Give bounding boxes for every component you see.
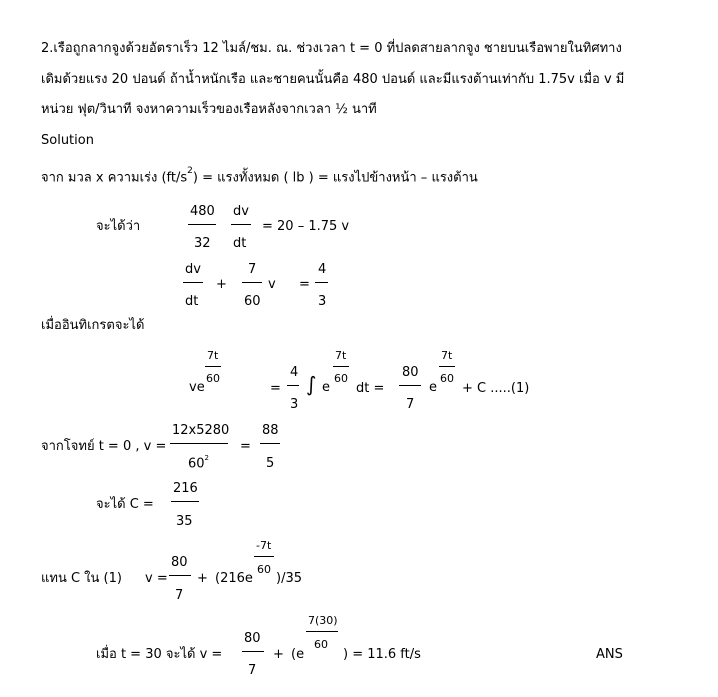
- newton-exp: 2: [187, 166, 193, 176]
- integrate-label: เมื่ออินทิเกรตจะได้: [41, 318, 145, 333]
- eq2-f1-bar: [183, 282, 203, 283]
- newton-law: [41, 166, 478, 186]
- sub-exp-den: 60: [257, 563, 271, 576]
- eq3-exp1-den: 60: [206, 372, 220, 385]
- ic-res-num: 88: [262, 423, 279, 438]
- ic-den: [188, 454, 210, 472]
- sub-exp-bar: [254, 556, 274, 557]
- ans-label: ANS: [596, 647, 623, 662]
- eq3-exp2-den: 60: [334, 372, 348, 385]
- eq1-f1-bar: [188, 224, 216, 225]
- eq2-plus: +: [216, 277, 227, 292]
- sub-plus: +: [197, 571, 208, 586]
- final-exp-num: 7(30): [308, 614, 338, 627]
- eq2-v: v: [268, 277, 276, 292]
- eq3-e: e: [322, 380, 330, 395]
- eq3-dt-eq: dt =: [356, 381, 385, 396]
- eq2-f3-bar: [315, 282, 328, 283]
- sub-f-num: 80: [171, 555, 188, 570]
- eq2-f3-den: 3: [318, 294, 327, 309]
- sub-veq: v =: [145, 571, 168, 586]
- eq1-f2-den: dt: [233, 236, 247, 251]
- eq3-e2: e: [429, 380, 437, 395]
- sub-tail: )/35: [276, 571, 302, 586]
- eq2-f2-bar: [242, 282, 262, 283]
- final-open: (e: [291, 647, 305, 662]
- eq2-eq: =: [299, 277, 310, 292]
- newton-right: ) = แรงทั้งหมด ( lb ) = แรงไปข้างหน้า – แรงต้าน: [192, 170, 478, 186]
- problem-line-1: 2.เรือถูกลากจูงด้วยอัตราเร็ว 12 ไมล์/ชม. ณ. ช่วงเวลา t = 0 ที่ปลดสายลากจูง ชายบนเรือพายในทิศทาง: [41, 41, 622, 56]
- eq2-f2-den: 60: [244, 294, 261, 309]
- sub-f-den: 7: [175, 588, 184, 603]
- ic-label: จากโจทย์ t = 0 , v =: [41, 439, 167, 454]
- eq3-exp2-bar: [333, 366, 349, 367]
- newton-left: จาก มวล x ความเร่ง (ft/s: [41, 170, 188, 186]
- final-exp-bar: [306, 631, 338, 632]
- ic-den-base: 60: [188, 456, 205, 472]
- ic-eq: =: [240, 439, 251, 454]
- sub-exp-num: -7t: [256, 539, 272, 552]
- eq1-f1-den: 32: [194, 236, 211, 251]
- eq3-f-bar: [399, 385, 421, 386]
- eq2-f3-num: 4: [318, 262, 327, 277]
- ic-res-den: 5: [266, 456, 275, 471]
- eq1-f2-num: dv: [233, 204, 249, 219]
- eq1-f1-num: 480: [190, 204, 215, 219]
- eq3-c-bar: [287, 385, 299, 386]
- eq3-exp3-num: 7t: [441, 349, 453, 362]
- eq3-c-den: 3: [290, 397, 299, 412]
- problem-line-3: หน่วย ฟุต/วินาที จงหาความเร็วของเรือหลังจากเวลา ½ นาที: [41, 102, 377, 117]
- sub-f-bar: [169, 575, 191, 576]
- eq3-tail: + C .....(1): [462, 381, 530, 396]
- final-plus: +: [273, 647, 284, 662]
- eq2-f2-num: 7: [248, 262, 257, 277]
- eq3-exp2-num: 7t: [335, 349, 347, 362]
- solution-label: Solution: [41, 133, 94, 148]
- ic-num: 12x5280: [172, 423, 230, 438]
- eq1-label: จะได้ว่า: [96, 219, 141, 234]
- final-f-bar: [242, 651, 264, 652]
- eq3-eq1: =: [270, 381, 281, 396]
- c-num: 216: [173, 481, 198, 496]
- eq3-exp3-bar: [439, 366, 455, 367]
- eq1-rhs: = 20 – 1.75 v: [262, 219, 350, 234]
- eq3-c-num: 4: [290, 365, 299, 380]
- final-f-num: 80: [244, 631, 261, 646]
- integral-sign: ∫: [306, 372, 317, 396]
- eq3-exp1-bar: [205, 366, 221, 367]
- eq2-f1-num: dv: [185, 262, 201, 277]
- eq3-exp1-num: 7t: [207, 349, 219, 362]
- eq1-f2-bar: [231, 224, 251, 225]
- ic-den-exp: 2: [204, 454, 210, 462]
- ic-res-bar: [260, 443, 280, 444]
- eq3-lhs: ve: [189, 380, 205, 395]
- final-label: เมื่อ t = 30 จะได้ v =: [96, 647, 223, 662]
- eq3-f-den: 7: [406, 397, 415, 412]
- eq2-f1-den: dt: [185, 294, 199, 309]
- final-exp-den: 60: [314, 638, 328, 651]
- sub-label: แทน C ใน (1): [41, 571, 122, 586]
- c-label: จะได้ C =: [96, 497, 154, 512]
- c-bar: [171, 501, 199, 502]
- eq3-f-num: 80: [402, 365, 419, 380]
- sub-paren: (216e: [215, 571, 253, 586]
- c-den: 35: [176, 514, 193, 529]
- ic-bar: [170, 443, 228, 444]
- final-result: ) = 11.6 ft/s: [343, 647, 421, 662]
- eq3-exp3-den: 60: [440, 372, 454, 385]
- problem-line-2: เดิมด้วยแรง 20 ปอนด์ ถ้าน้ำหนักเรือ และชายคนนั้นคือ 480 ปอนด์ และมีแรงต้านเท่ากับ 1.75v เมื่อ v มี: [41, 72, 625, 87]
- final-f-den: 7: [248, 663, 257, 678]
